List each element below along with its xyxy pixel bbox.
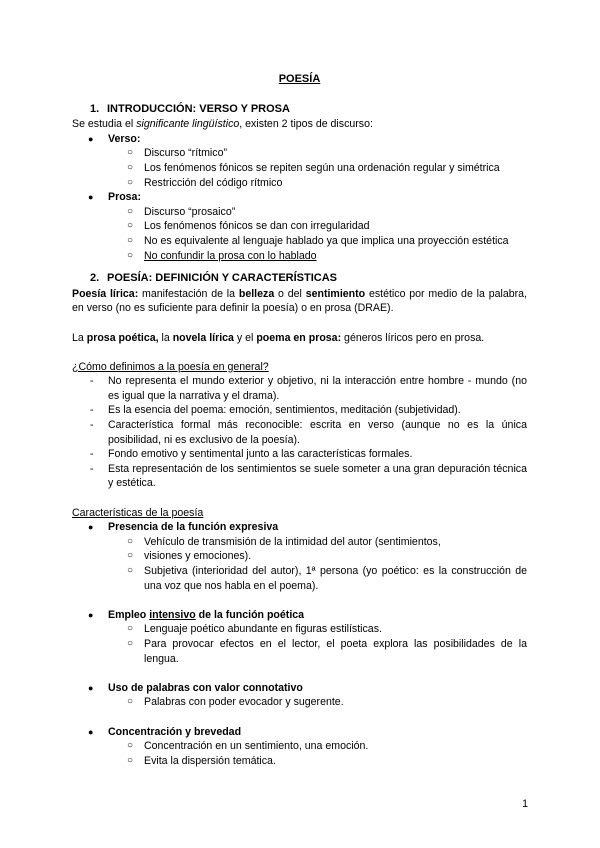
characteristics-list bbox=[72, 520, 527, 593]
circle-marker: ○ bbox=[127, 623, 134, 635]
list-item bbox=[72, 403, 527, 418]
list-item bbox=[72, 447, 527, 462]
prosa-subitem: Discurso “prosaico” bbox=[144, 205, 236, 218]
characteristic-label: Presencia de la función expresiva bbox=[108, 521, 279, 534]
characteristic-label-underlined: intensivo bbox=[149, 608, 196, 621]
verso-subitem: Restricción del código rítmico bbox=[144, 176, 283, 189]
genres-bold: prosa poética, bbox=[86, 331, 159, 344]
characteristic-subitem: visiones y emociones). bbox=[144, 550, 252, 563]
circle-marker: ○ bbox=[127, 161, 134, 173]
def-bold-sentimiento: sentimiento bbox=[305, 287, 366, 300]
prosa-subitem-underlined: No confundir la prosa con lo hablado bbox=[144, 249, 317, 262]
dash-marker: - bbox=[90, 404, 94, 417]
section-1-title: INTRODUCCIÓN: VERSO Y PROSA bbox=[107, 102, 290, 115]
question-item: Es la esencia del poema: emoción, sentimientos, meditación (subjetividad). bbox=[108, 404, 461, 417]
section-2-heading bbox=[90, 271, 527, 286]
list-item bbox=[72, 739, 527, 754]
genres-text: La bbox=[72, 331, 87, 344]
section-1-intro bbox=[72, 117, 527, 132]
characteristic-label: de la función poética bbox=[195, 608, 305, 621]
question-item: No representa el mundo exterior y objetivo, ni la interacción entre hombre - mundo (no es igual que la narrativa y el drama). bbox=[108, 375, 527, 402]
circle-marker: ○ bbox=[127, 220, 134, 232]
list-item bbox=[72, 549, 527, 564]
prosa-subitem: No es equivalente al lenguaje hablado ya que implica una proyección estética bbox=[144, 234, 509, 247]
circle-marker: ○ bbox=[127, 754, 134, 766]
intro-text-b: , existen 2 tipos de discurso: bbox=[239, 118, 373, 131]
bullet-marker: ● bbox=[88, 609, 94, 620]
characteristics-list-3 bbox=[72, 681, 527, 710]
list-item bbox=[72, 754, 527, 769]
characteristic-subitem: Vehículo de transmisión de la intimidad del autor (sentimientos, bbox=[144, 535, 441, 548]
characteristic-subitem: Evita la dispersión temática. bbox=[144, 754, 276, 767]
circle-marker: ○ bbox=[127, 147, 134, 159]
list-item bbox=[72, 176, 527, 191]
characteristic-item bbox=[72, 725, 527, 740]
def-text: estético por medio de la palabra, en verso (no es suficiente para definir la poesía) o en prosa (DRAE). bbox=[72, 287, 527, 315]
bullet-marker: ● bbox=[88, 133, 94, 144]
bullet-marker: ● bbox=[88, 726, 94, 737]
circle-marker: ○ bbox=[127, 550, 134, 562]
list-item bbox=[72, 161, 527, 176]
characteristic-subitem: Palabras con poder evocador y sugerente. bbox=[144, 696, 344, 709]
dash-marker: - bbox=[90, 448, 94, 461]
circle-marker: ○ bbox=[127, 249, 134, 261]
question-heading: ¿Cómo definimos a la poesía en general? bbox=[72, 360, 269, 373]
def-text: o del bbox=[274, 287, 306, 300]
def-text: manifestación de la bbox=[138, 287, 239, 300]
list-item bbox=[72, 462, 527, 491]
list-item bbox=[72, 622, 527, 637]
circle-marker: ○ bbox=[127, 565, 134, 576]
verso-item bbox=[72, 132, 527, 147]
characteristic-label: Concentración y brevedad bbox=[108, 725, 242, 738]
characteristic-subitem: Lenguaje poético abundante en figuras estilísticas. bbox=[144, 623, 382, 636]
circle-marker: ○ bbox=[127, 740, 134, 752]
list-item bbox=[72, 234, 527, 249]
verso-label: Verso: bbox=[108, 132, 141, 145]
question-item: Característica formal más reconocible: escrita en verso (aunque no es la única posibilidad, ni es exclusivo de la poesía). bbox=[108, 419, 527, 446]
characteristic-item bbox=[72, 520, 527, 535]
dash-marker: - bbox=[90, 419, 94, 432]
characteristic-item bbox=[72, 681, 527, 696]
characteristic-label: Uso de palabras con valor connotativo bbox=[108, 681, 303, 694]
circle-marker: ○ bbox=[127, 637, 134, 649]
list-item bbox=[72, 219, 527, 234]
verso-subitem: Los fenómenos fónicos se repiten según una ordenación regular y simétrica bbox=[144, 161, 500, 174]
characteristics-list-4 bbox=[72, 725, 527, 769]
section-2-number: 2. bbox=[90, 272, 100, 285]
question-list bbox=[72, 374, 527, 491]
circle-marker: ○ bbox=[127, 696, 134, 708]
genres-bold: poema en prosa: bbox=[256, 331, 342, 344]
list-item bbox=[72, 374, 527, 403]
characteristic-item bbox=[72, 608, 527, 623]
poesia-lirica-definition bbox=[72, 287, 527, 316]
prosa-subitem: Los fenómenos fónicos se dan con irregularidad bbox=[144, 220, 370, 233]
intro-text-a: Se estudia el bbox=[72, 118, 137, 131]
circle-marker: ○ bbox=[127, 535, 134, 547]
question-item: Esta representación de los sentimientos se suele someter a una gran depuración técnica y estética. bbox=[108, 462, 527, 490]
circle-marker: ○ bbox=[127, 205, 134, 217]
page-number: 1 bbox=[522, 798, 528, 810]
list-item bbox=[72, 249, 527, 264]
genres-text: la bbox=[158, 331, 173, 344]
verso-subitem: Discurso “rítmico” bbox=[144, 147, 227, 160]
list-item bbox=[72, 695, 527, 710]
document-page bbox=[72, 72, 527, 768]
def-bold-belleza: belleza bbox=[238, 287, 275, 300]
genres-text: y el bbox=[233, 331, 257, 344]
dash-marker: - bbox=[90, 375, 94, 388]
circle-marker: ○ bbox=[127, 176, 134, 188]
section-2-title: POESÍA: DEFINICIÓN Y CARACTERÍSTICAS bbox=[107, 272, 338, 285]
characteristic-subitem: Subjetiva (interioridad del autor), 1ª persona (yo poético: es la construcción de una voz que nos habla en el poema). bbox=[144, 565, 527, 592]
prosa-item bbox=[72, 190, 527, 205]
list-item bbox=[72, 535, 527, 550]
def-term: Poesía lírica: bbox=[72, 287, 139, 300]
section-1-number: 1. bbox=[90, 102, 100, 115]
characteristic-subitem: Concentración en un sentimiento, una emoción. bbox=[144, 740, 369, 753]
list-item bbox=[72, 146, 527, 161]
circle-marker: ○ bbox=[127, 234, 134, 246]
characteristics-heading: Características de la poesía bbox=[72, 506, 204, 519]
verso-list bbox=[72, 132, 527, 263]
prosa-label: Prosa: bbox=[108, 191, 141, 204]
list-item bbox=[72, 564, 527, 593]
dash-marker: - bbox=[90, 462, 94, 475]
bullet-marker: ● bbox=[88, 522, 94, 533]
list-item bbox=[72, 418, 527, 447]
genres-text: géneros líricos pero en prosa. bbox=[341, 331, 485, 344]
bullet-marker: ● bbox=[88, 192, 94, 203]
list-item bbox=[72, 637, 527, 666]
characteristics-list-2 bbox=[72, 608, 527, 666]
characteristic-label: Empleo bbox=[108, 608, 150, 621]
section-1-heading bbox=[90, 102, 527, 117]
list-item bbox=[72, 205, 527, 220]
intro-emphasis: significante lingüístico bbox=[136, 118, 240, 131]
characteristic-subitem: Para provocar efectos en el lector, el poeta explora las posibilidades de la lengua. bbox=[144, 637, 527, 665]
question-item: Fondo emotivo y sentimental junto a las características formales. bbox=[108, 448, 413, 461]
genres-paragraph bbox=[72, 331, 527, 346]
page-title: POESÍA bbox=[278, 73, 321, 85]
bullet-marker: ● bbox=[88, 682, 94, 693]
genres-bold: novela lírica bbox=[172, 331, 234, 344]
